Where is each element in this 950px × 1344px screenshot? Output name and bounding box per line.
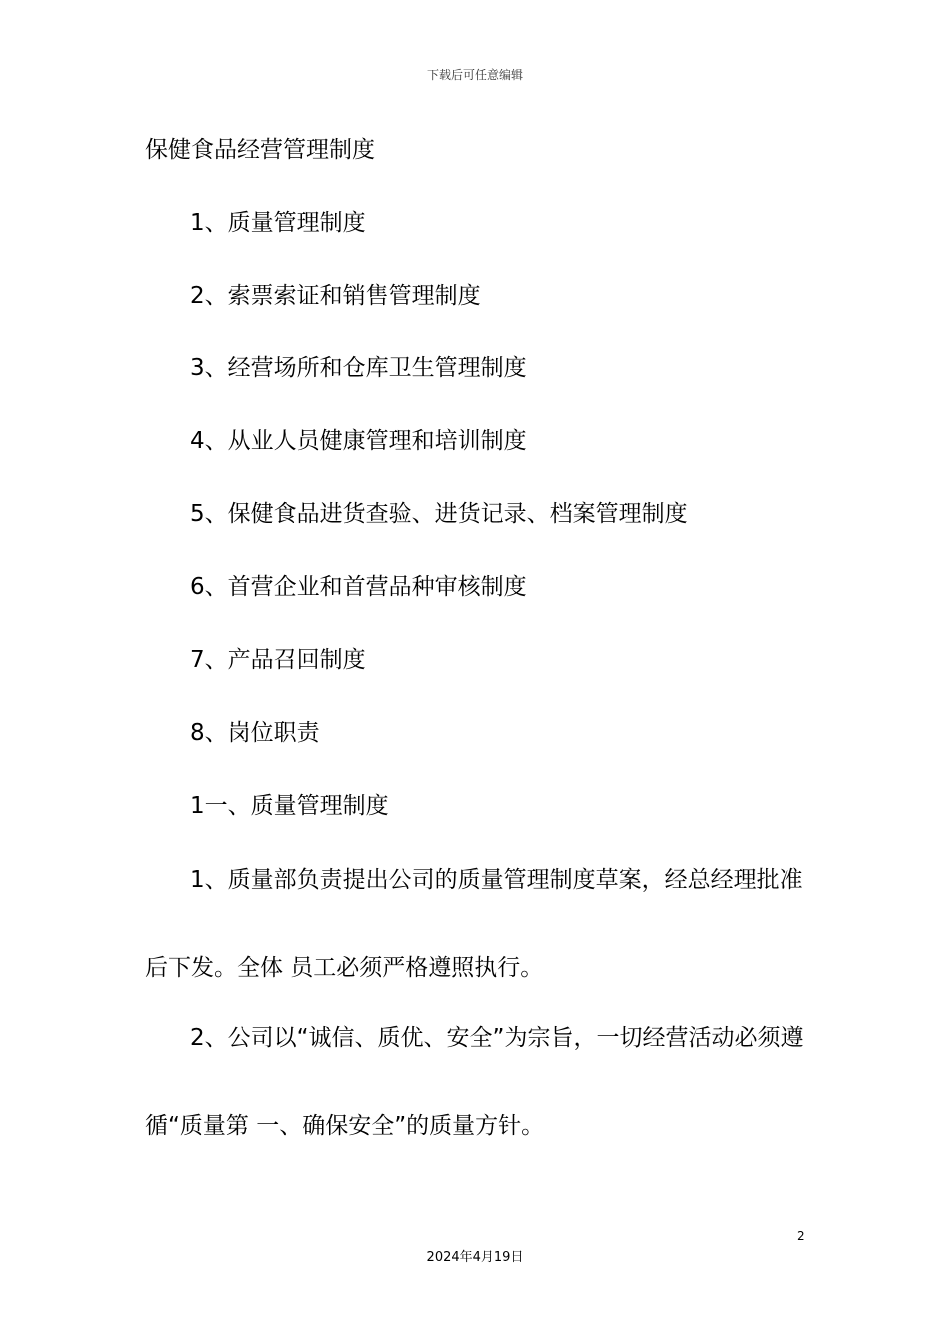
page-title: 保健食品经营管理制度 — [145, 137, 375, 163]
toc-item-4: 4、从业人员健康管理和培训制度 — [190, 428, 527, 454]
toc-item-7: 7、产品召回制度 — [190, 647, 366, 673]
toc-item-8: 8、岗位职责 — [190, 720, 320, 746]
footer-date: 2024年4月19日 — [426, 1250, 524, 1265]
toc-item-1: 1、质量管理制度 — [190, 210, 366, 236]
paragraph-2-line-2: 循“质量第 一、确保安全”的质量方针。 — [145, 1113, 545, 1139]
paragraph-2-line-1: 2、公司以“诚信、质优、安全”为宗旨，一切经营活动必须遵 — [190, 1025, 804, 1051]
toc-item-3: 3、经营场所和仓库卫生管理制度 — [190, 355, 527, 381]
paragraph-1-line-2: 后下发。全体 员工必须严格遵照执行。 — [145, 955, 544, 981]
toc-item-5: 5、保健食品进货查验、进货记录、档案管理制度 — [190, 501, 688, 527]
section-heading: 1一、质量管理制度 — [190, 793, 389, 819]
paragraph-1-line-1: 1、质量部负责提出公司的质量管理制度草案，经总经理批准 — [190, 867, 803, 893]
page-number: 2 — [797, 1229, 805, 1243]
toc-item-6: 6、首营企业和首营品种审核制度 — [190, 574, 527, 600]
toc-item-2: 2、索票索证和销售管理制度 — [190, 283, 481, 309]
header-note: 下载后可任意编辑 — [426, 68, 523, 82]
